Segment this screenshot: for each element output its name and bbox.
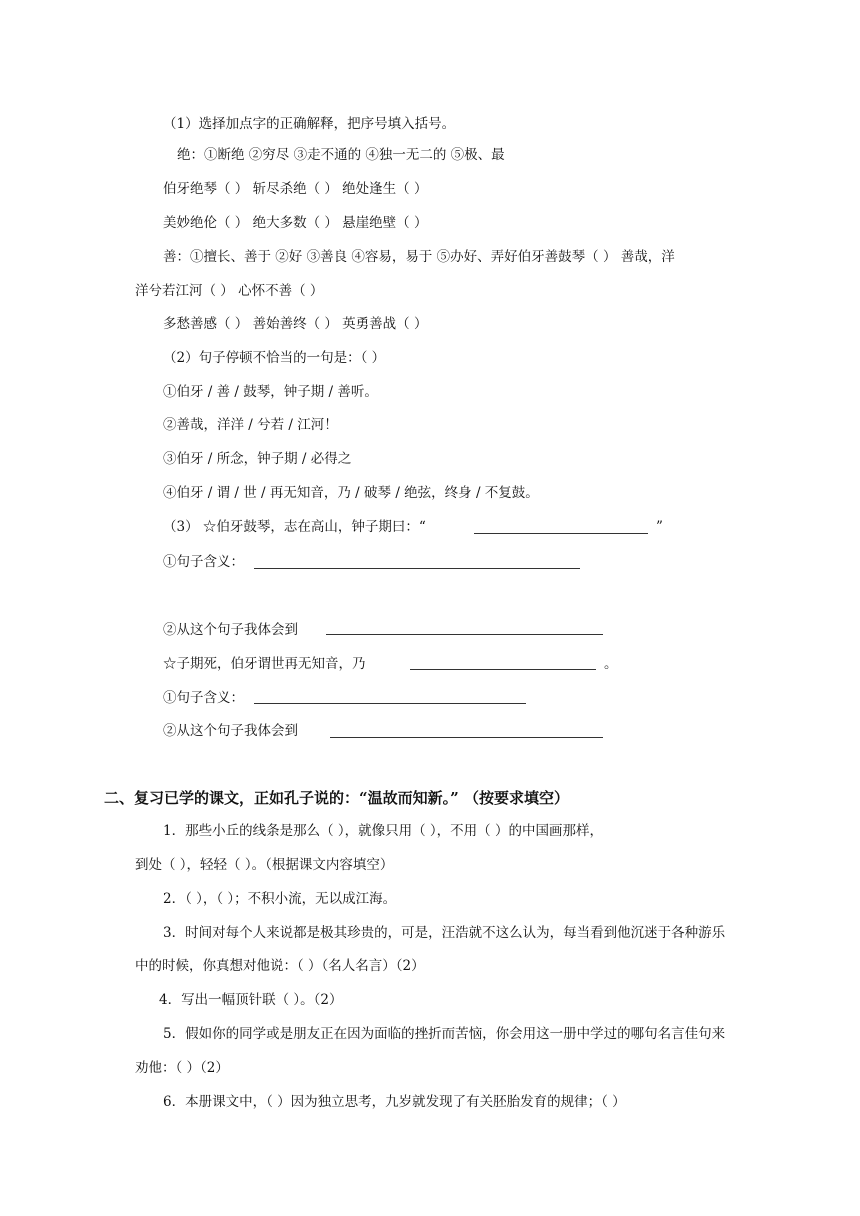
meaning-label-2: ①句子含义： <box>163 690 244 706</box>
q3-quote-start: （3） ☆伯牙鼓琴，志在高山，钟子期曰：“ <box>163 519 426 535</box>
s2-q2-line: 2．（ ），（ ）；不积小流，无以成江海。 <box>163 891 397 907</box>
q1-prompt: （1）选择加点字的正确解释，把序号填入括号。 <box>163 116 456 132</box>
shan-definitions-line-2: 洋兮若江河（ ） 心怀不善（ ） <box>135 283 324 299</box>
feel-blank-2[interactable] <box>330 737 603 738</box>
option-2: ②善哉，洋洋 / 兮若 / 江河！ <box>163 417 338 433</box>
feel-blank-1[interactable] <box>326 634 603 635</box>
s2-q4-line: 4．写出一幅顶针联（ ）。（2） <box>159 992 343 1008</box>
s2-q5-line-2: 劝他：（ ）（2） <box>135 1060 229 1076</box>
meaning-blank-1[interactable] <box>254 568 580 569</box>
q3-answer-blank[interactable] <box>474 533 648 534</box>
star2-start: ☆子期死，伯牙谓世再无知音，乃 <box>163 656 366 672</box>
option-1: ①伯牙 / 善 / 鼓琴，钟子期 / 善听。 <box>163 384 378 400</box>
shan-definitions-line-1: 善：①擅长、善于 ②好 ③善良 ④容易，易于 ⑤办好、弄好伯牙善鼓琴（ ） 善哉，洋 <box>163 249 675 265</box>
s2-q1-line-1: 1．那些小丘的线条是那么（ ），就像只用（ ），不用（ ）的中国画那样， <box>163 823 603 839</box>
star2-end: 。 <box>604 656 618 672</box>
s2-q1-line-2: 到处（ ），轻轻（ ）。（根据课文内容填空） <box>135 857 394 873</box>
s2-q3-line-2: 中的时候，你真想对他说：（ ）（名人名言）（2） <box>135 958 425 974</box>
jue-definitions: 绝：①断绝 ②穷尽 ③走不通的 ④独一无二的 ⑤极、最 <box>177 147 505 163</box>
feel-label-1: ②从这个句子我体会到 <box>163 622 298 638</box>
s2-q3-line-1: 3．时间对每个人来说都是极其珍贵的，可是，汪浩就不这么认为，每当看到他沉迷于各种游乐 <box>163 925 726 941</box>
meaning-label-1: ①句子含义： <box>163 554 244 570</box>
shan-row: 多愁善感（ ） 善始善终（ ） 英勇善战（ ） <box>163 316 428 332</box>
q3-quote-end: ” <box>656 519 663 535</box>
option-3: ③伯牙 / 所念，钟子期 / 必得之 <box>163 451 352 467</box>
option-4: ④伯牙 / 谓 / 世 / 再无知音，乃 / 破琴 / 绝弦，终身 / 不复鼓。 <box>163 485 539 501</box>
star2-answer-blank[interactable] <box>410 669 596 670</box>
jue-row-2: 美妙绝伦（ ） 绝大多数（ ） 悬崖绝壁（ ） <box>163 215 428 231</box>
section-2-heading: 二、复习已学的课文，正如孔子说的：“温故而知新。” （按要求填空） <box>104 789 569 807</box>
feel-label-2: ②从这个句子我体会到 <box>163 723 298 739</box>
jue-row-1: 伯牙绝琴（ ） 斩尽杀绝（ ） 绝处逢生（ ） <box>163 181 428 197</box>
s2-q5-line-1: 5．假如你的同学或是朋友正在因为面临的挫折而苦恼，你会用这一册中学过的哪句名言佳句来 <box>163 1026 726 1042</box>
s2-q6-line: 6．本册课文中，（ ）因为独立思考，九岁就发现了有关胚胎发育的规律；（ ） <box>163 1094 626 1110</box>
meaning-blank-2[interactable] <box>254 703 526 704</box>
q2-prompt: （2）句子停顿不恰当的一句是：（ ） <box>163 350 386 366</box>
